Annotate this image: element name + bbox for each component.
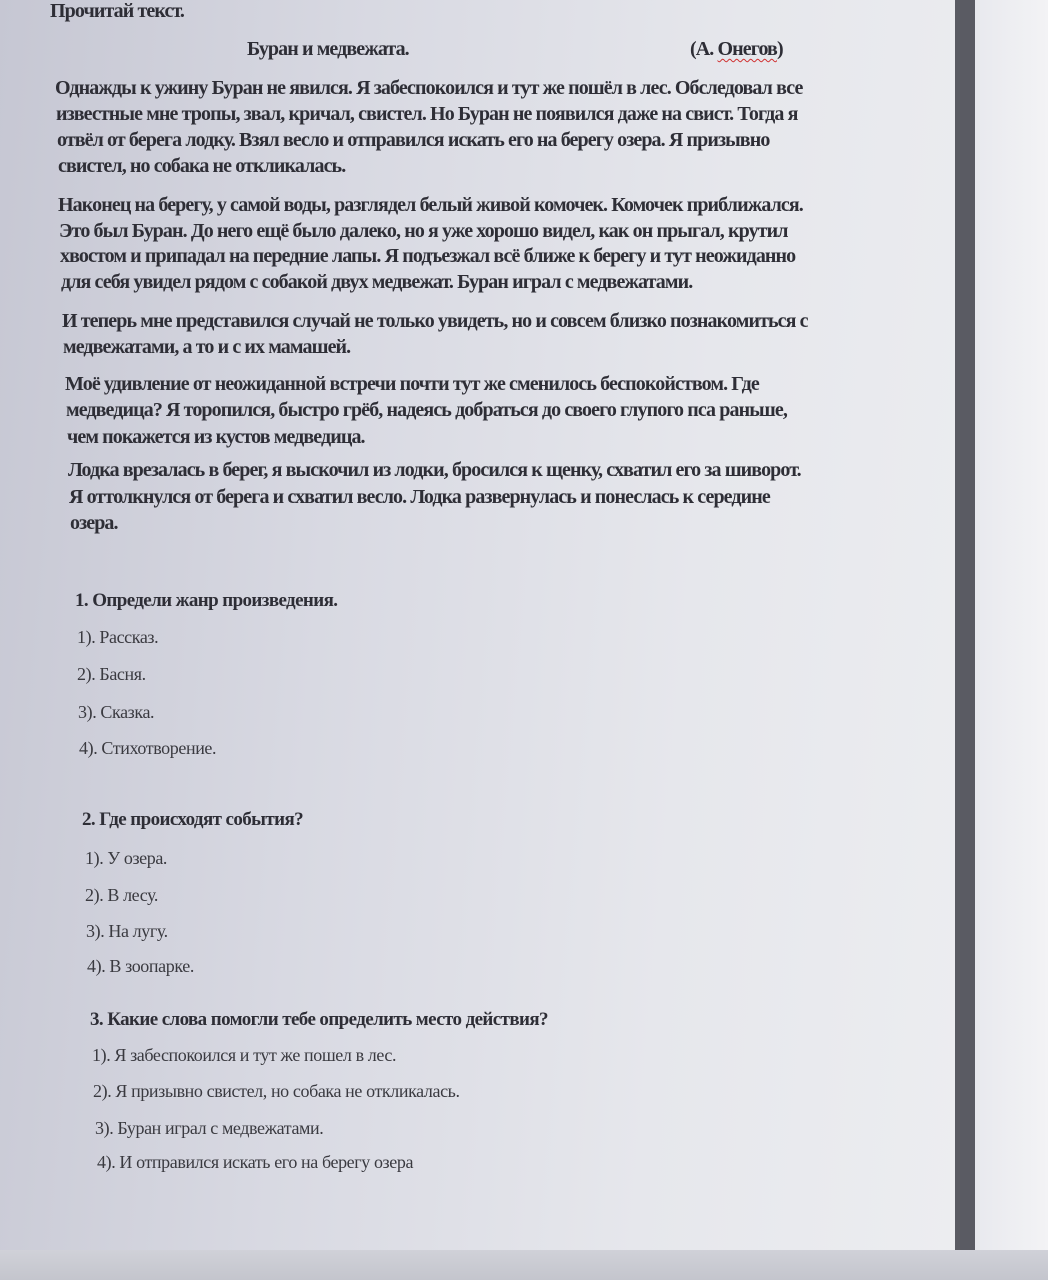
question-text: 2. Где происходят события?: [82, 809, 304, 830]
story-title: Буран и медвежата.: [247, 38, 409, 60]
answer-option: 1). Я забеспокоился и тут же пошел в лес.: [92, 1045, 397, 1065]
question-text: 1. Определи жанр произведения.: [75, 590, 338, 611]
paragraph-line: озера.: [70, 512, 118, 534]
paragraph-line: чем покажется из кустов медведица.: [67, 426, 365, 448]
screen-bottom: [0, 1250, 1048, 1280]
answer-option: 2). В лесу.: [85, 885, 158, 905]
instruction: Прочитай текст.: [50, 0, 184, 22]
answer-option: 3). Буран играл с медвежатами.: [95, 1118, 324, 1138]
story-author: [690, 38, 783, 60]
answer-option: 1). Рассказ.: [77, 627, 159, 647]
paragraph-line: Я оттолкнулся от берега и схватил весло. Лодка развернулась и понеслась к середине: [69, 486, 770, 508]
answer-option: 3). На лугу.: [86, 921, 168, 941]
answer-option: 2). Я призывно свистел, но собака не откликалась.: [93, 1081, 460, 1101]
paragraph-line: Лодка врезалась в берег, я выскочил из лодки, бросился к щенку, схватил его за шиворот.: [68, 459, 801, 481]
paragraph-line: свистел, но собака не откликалась.: [58, 155, 346, 177]
question-text: 3. Какие слова помогли тебе определить место действия?: [90, 1009, 548, 1030]
paragraph-line: медведица? Я торопился, быстро грёб, надеясь добраться до своего глупого пса раньше,: [66, 399, 787, 421]
author-prefix: (А.: [690, 38, 718, 60]
author-suffix: ): [776, 38, 783, 60]
answer-option: 4). И отправился искать его на берегу озера: [97, 1152, 414, 1172]
answer-option: 4). Стихотворение.: [79, 738, 217, 758]
paragraph-line: отвёл от берега лодку. Взял весло и отправился искать его на берегу озера. Я призывно: [57, 129, 770, 151]
paragraph-line: Наконец на берегу, у самой воды, разглядел белый живой комочек. Комочек приближался.: [58, 194, 803, 216]
answer-option: 3). Сказка.: [78, 702, 155, 722]
paragraph-line: медвежатами, а то и с их мамашей.: [63, 336, 351, 358]
screen-margin: [975, 0, 1048, 1250]
paragraph-line: Моё удивление от неожиданной встречи почти тут же сменилось беспокойством. Где: [65, 373, 759, 395]
paragraph-line: И теперь мне представился случай не только увидеть, но и совсем близко познакомиться с: [62, 310, 808, 332]
paragraph-line: Однажды к ужину Буран не явился. Я забеспокоился и тут же пошёл в лес. Обследовал все: [55, 77, 803, 99]
paragraph-line: для себя увидел рядом с собакой двух медвежат. Буран играл с медвежатами.: [61, 271, 693, 293]
answer-option: 2). Басня.: [77, 664, 146, 684]
window-edge: [955, 0, 975, 1250]
paragraph-line: известные мне тропы, звал, кричал, свистел. Но Буран не появился даже на свист. Тогда я: [56, 103, 798, 125]
paragraph-line: Это был Буран. До него ещё было далеко, но я уже хорошо видел, как он прыгал, крутил: [59, 220, 788, 242]
author-name: Онегов: [717, 38, 777, 60]
answer-option: 4). В зоопарке.: [87, 956, 194, 976]
answer-option: 1). У озера.: [85, 848, 168, 868]
paragraph-line: хвостом и припадал на передние лапы. Я подъезжал всё ближе к берегу и тут неожиданно: [60, 245, 796, 267]
